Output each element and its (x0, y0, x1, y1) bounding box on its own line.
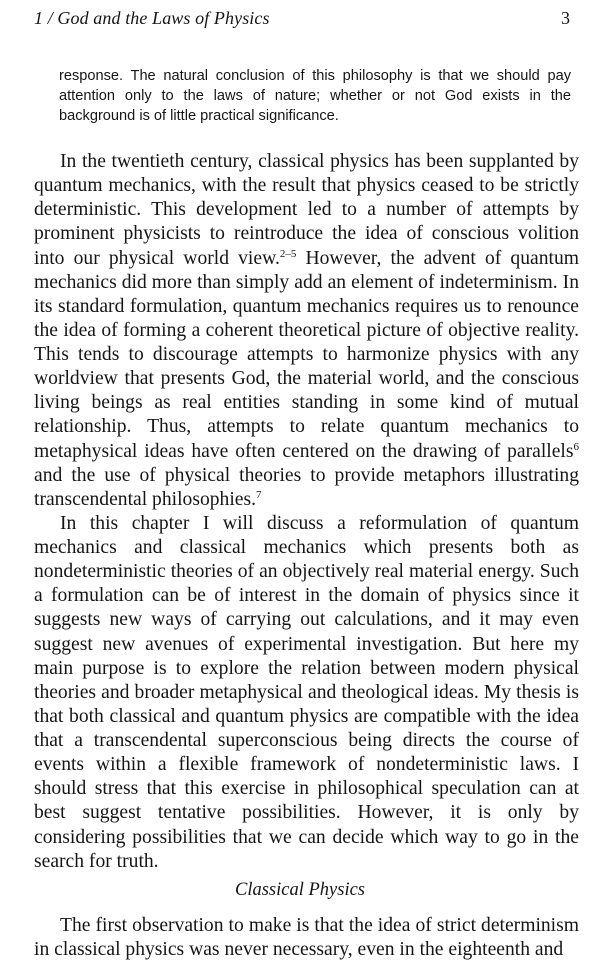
running-head (34, 8, 570, 34)
paragraph-text: and the use of physical theories to provide metaphors illustrating transcendental philosophies. (34, 464, 579, 510)
footnote-ref-6: 6 (573, 440, 579, 453)
paragraph-first-observation: The first observation to make is that the idea of strict determinism in classical physics was never necessary, even in the eighteenth and (34, 915, 579, 961)
chapter-running-title: 1 / God and the Laws of Physics (34, 8, 270, 28)
body-text (34, 150, 579, 874)
page-number: 3 (561, 8, 570, 28)
paragraph-twentieth-century (34, 150, 579, 512)
footnote-ref-2-5: 2–5 (279, 247, 297, 260)
paragraph-text: However, the advent of quantum mechanics did more than simply add an element of indeterminism. In its standard formulation, quantum mechanics requires us to renounce the idea of forming a coherent theoretical picture of objective reality. This tends to discourage attempts to harmonize physics with any worldview that presents God, the material world, and the conscious living beings as real entities standing in some kind of mutual relationship. Thus, attempts to relate quantum mechanics to metaphysical ideas have often centered on the drawing of parallels (34, 247, 579, 462)
section-body (34, 914, 579, 962)
paragraph-text: In the twentieth century, classical physics has been supplanted by quantum mechanics, with the result that physics ceased to be strictly deterministic. This development led to a number of attempts by prominent physicists to reintroduce the idea of conscious volition into our physical world view. (34, 151, 579, 269)
paragraph-chapter-thesis: In this chapter I will discuss a reformulation of quantum mechanics and classical mechanics which presents both as nondeterministic theories of an objectively real material energy. Such a formulation can be of interest in the domain of physics since it suggests new ways of carrying out calculations, and it may even suggest new avenues of experimental investigation. But here my main purpose is to explore the relation between modern physical theories and broader metaphysical and theological ideas. My thesis is that both classical and quantum physics are compatible with the idea that a transcendental superconscious being directs the course of events within a flexible framework of nondeterministic laws. I should stress that this exercise in philosophical speculation can at best suggest tentative possibilities. However, it is only by considering possibilities that we can decide which way to go in the search for truth. (34, 512, 579, 872)
section-heading: Classical Physics (234, 880, 365, 900)
block-quote: response. The natural conclusion of this philosophy is that we should pay attention only to the laws of nature; whether or not God exists in the background is of little practical significance. (59, 68, 571, 124)
footnote-ref-7: 7 (256, 488, 262, 501)
